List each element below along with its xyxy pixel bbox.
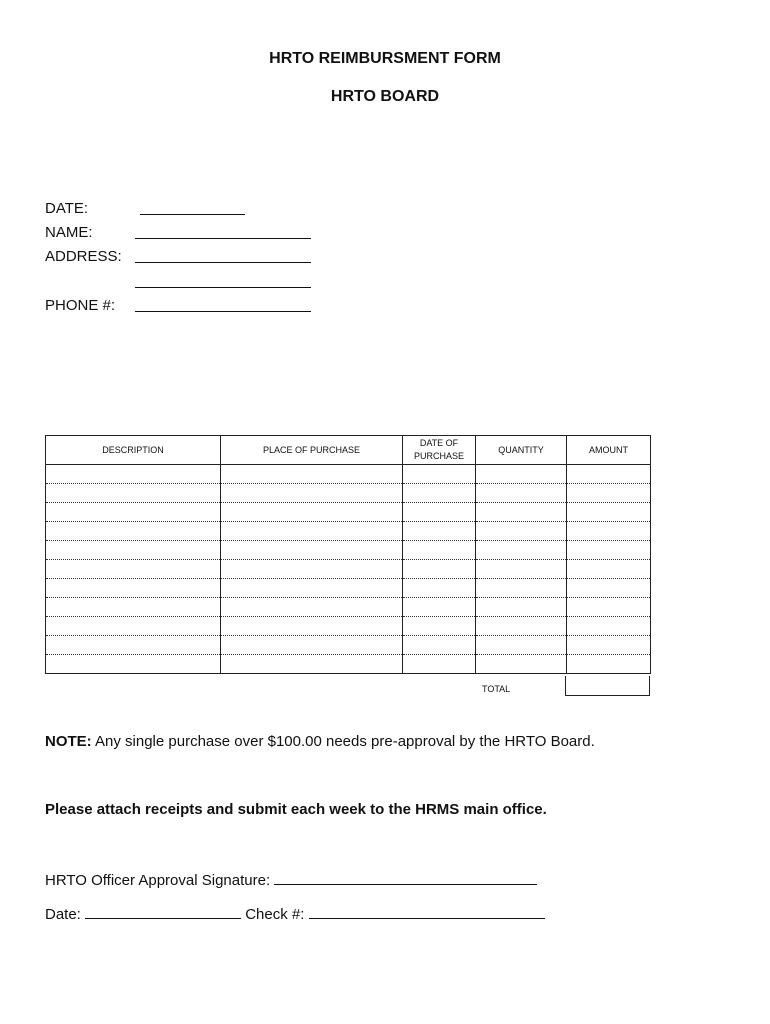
- column-header-quantity: QUANTITY: [476, 436, 567, 465]
- table-header-row: [46, 436, 651, 465]
- description-cell[interactable]: [46, 579, 221, 598]
- approval-date-field[interactable]: [85, 904, 241, 919]
- approval-signature-label: HRTO Officer Approval Signature:: [45, 872, 271, 889]
- description-cell[interactable]: [46, 636, 221, 655]
- date-of-purchase-cell[interactable]: [403, 598, 476, 617]
- place-of-purchase-cell[interactable]: [221, 541, 403, 560]
- amount-cell[interactable]: [567, 598, 651, 617]
- description-cell[interactable]: [46, 541, 221, 560]
- name-label: NAME:: [45, 224, 93, 241]
- quantity-cell[interactable]: [476, 598, 567, 617]
- table-row: [46, 541, 651, 560]
- place-of-purchase-cell[interactable]: [221, 579, 403, 598]
- date-of-purchase-cell[interactable]: [403, 560, 476, 579]
- date-of-purchase-cell[interactable]: [403, 636, 476, 655]
- amount-cell[interactable]: [567, 560, 651, 579]
- date-field[interactable]: [140, 214, 245, 215]
- date-check-row: [45, 904, 545, 923]
- table-row: [46, 598, 651, 617]
- table-row: [46, 636, 651, 655]
- column-header-description: DESCRIPTION: [46, 436, 221, 465]
- place-of-purchase-cell[interactable]: [221, 503, 403, 522]
- description-cell[interactable]: [46, 484, 221, 503]
- date-of-purchase-cell[interactable]: [403, 655, 476, 674]
- column-header-amount: AMOUNT: [567, 436, 651, 465]
- amount-cell[interactable]: [567, 617, 651, 636]
- name-field[interactable]: [135, 238, 311, 239]
- place-of-purchase-cell[interactable]: [221, 598, 403, 617]
- total-label: TOTAL: [482, 684, 511, 694]
- amount-cell[interactable]: [567, 636, 651, 655]
- quantity-cell[interactable]: [476, 465, 567, 484]
- purchase-table: [45, 435, 651, 674]
- address-field-line-2[interactable]: [135, 287, 311, 288]
- quantity-cell[interactable]: [476, 655, 567, 674]
- total-amount-field[interactable]: [565, 676, 650, 696]
- date-of-purchase-cell[interactable]: [403, 484, 476, 503]
- description-cell[interactable]: [46, 465, 221, 484]
- quantity-cell[interactable]: [476, 503, 567, 522]
- phone-label: PHONE #:: [45, 297, 116, 314]
- description-cell[interactable]: [46, 655, 221, 674]
- table-row: [46, 655, 651, 674]
- check-number-field[interactable]: [309, 904, 545, 919]
- approval-date-label: Date:: [45, 906, 81, 923]
- table-row: [46, 560, 651, 579]
- note-text: [45, 733, 595, 750]
- approval-signature-field[interactable]: [274, 870, 537, 885]
- date-of-purchase-cell[interactable]: [403, 465, 476, 484]
- date-of-purchase-cell[interactable]: [403, 579, 476, 598]
- date-of-purchase-cell[interactable]: [403, 617, 476, 636]
- table-row: [46, 503, 651, 522]
- check-number-label: Check #:: [245, 906, 305, 923]
- date-of-purchase-cell[interactable]: [403, 541, 476, 560]
- description-cell[interactable]: [46, 560, 221, 579]
- column-header-date-of-purchase: DATE OF PURCHASE: [403, 436, 476, 465]
- quantity-cell[interactable]: [476, 579, 567, 598]
- quantity-cell[interactable]: [476, 484, 567, 503]
- approval-signature-row: [45, 870, 537, 889]
- amount-cell[interactable]: [567, 522, 651, 541]
- address-field-line-1[interactable]: [135, 262, 311, 263]
- table-row: [46, 617, 651, 636]
- amount-cell[interactable]: [567, 579, 651, 598]
- amount-cell[interactable]: [567, 484, 651, 503]
- amount-cell[interactable]: [567, 465, 651, 484]
- place-of-purchase-cell[interactable]: [221, 636, 403, 655]
- amount-cell[interactable]: [567, 655, 651, 674]
- place-of-purchase-cell[interactable]: [221, 522, 403, 541]
- amount-cell[interactable]: [567, 503, 651, 522]
- table-row: [46, 465, 651, 484]
- quantity-cell[interactable]: [476, 636, 567, 655]
- quantity-cell[interactable]: [476, 522, 567, 541]
- table-row: [46, 484, 651, 503]
- form-subtitle: HRTO BOARD: [330, 88, 440, 105]
- description-cell[interactable]: [46, 598, 221, 617]
- phone-field[interactable]: [135, 311, 311, 312]
- note-body: Any single purchase over $100.00 needs pre-approval by the HRTO Board.: [91, 733, 595, 750]
- table-row: [46, 522, 651, 541]
- date-label: DATE:: [45, 200, 89, 217]
- place-of-purchase-cell[interactable]: [221, 560, 403, 579]
- form-title: HRTO REIMBURSMENT FORM: [269, 50, 501, 67]
- date-of-purchase-cell[interactable]: [403, 503, 476, 522]
- place-of-purchase-cell[interactable]: [221, 617, 403, 636]
- place-of-purchase-cell[interactable]: [221, 655, 403, 674]
- quantity-cell[interactable]: [476, 541, 567, 560]
- description-cell[interactable]: [46, 522, 221, 541]
- column-header-place-of-purchase: PLACE OF PURCHASE: [221, 436, 403, 465]
- quantity-cell[interactable]: [476, 617, 567, 636]
- description-cell[interactable]: [46, 617, 221, 636]
- quantity-cell[interactable]: [476, 560, 567, 579]
- note-prefix: NOTE:: [45, 733, 92, 750]
- date-of-purchase-cell[interactable]: [403, 522, 476, 541]
- description-cell[interactable]: [46, 503, 221, 522]
- address-label: ADDRESS:: [45, 248, 122, 265]
- attach-receipts-text: Please attach receipts and submit each week to the HRMS main office.: [45, 801, 547, 818]
- place-of-purchase-cell[interactable]: [221, 484, 403, 503]
- amount-cell[interactable]: [567, 541, 651, 560]
- table-row: [46, 579, 651, 598]
- place-of-purchase-cell[interactable]: [221, 465, 403, 484]
- table-body: [46, 465, 651, 674]
